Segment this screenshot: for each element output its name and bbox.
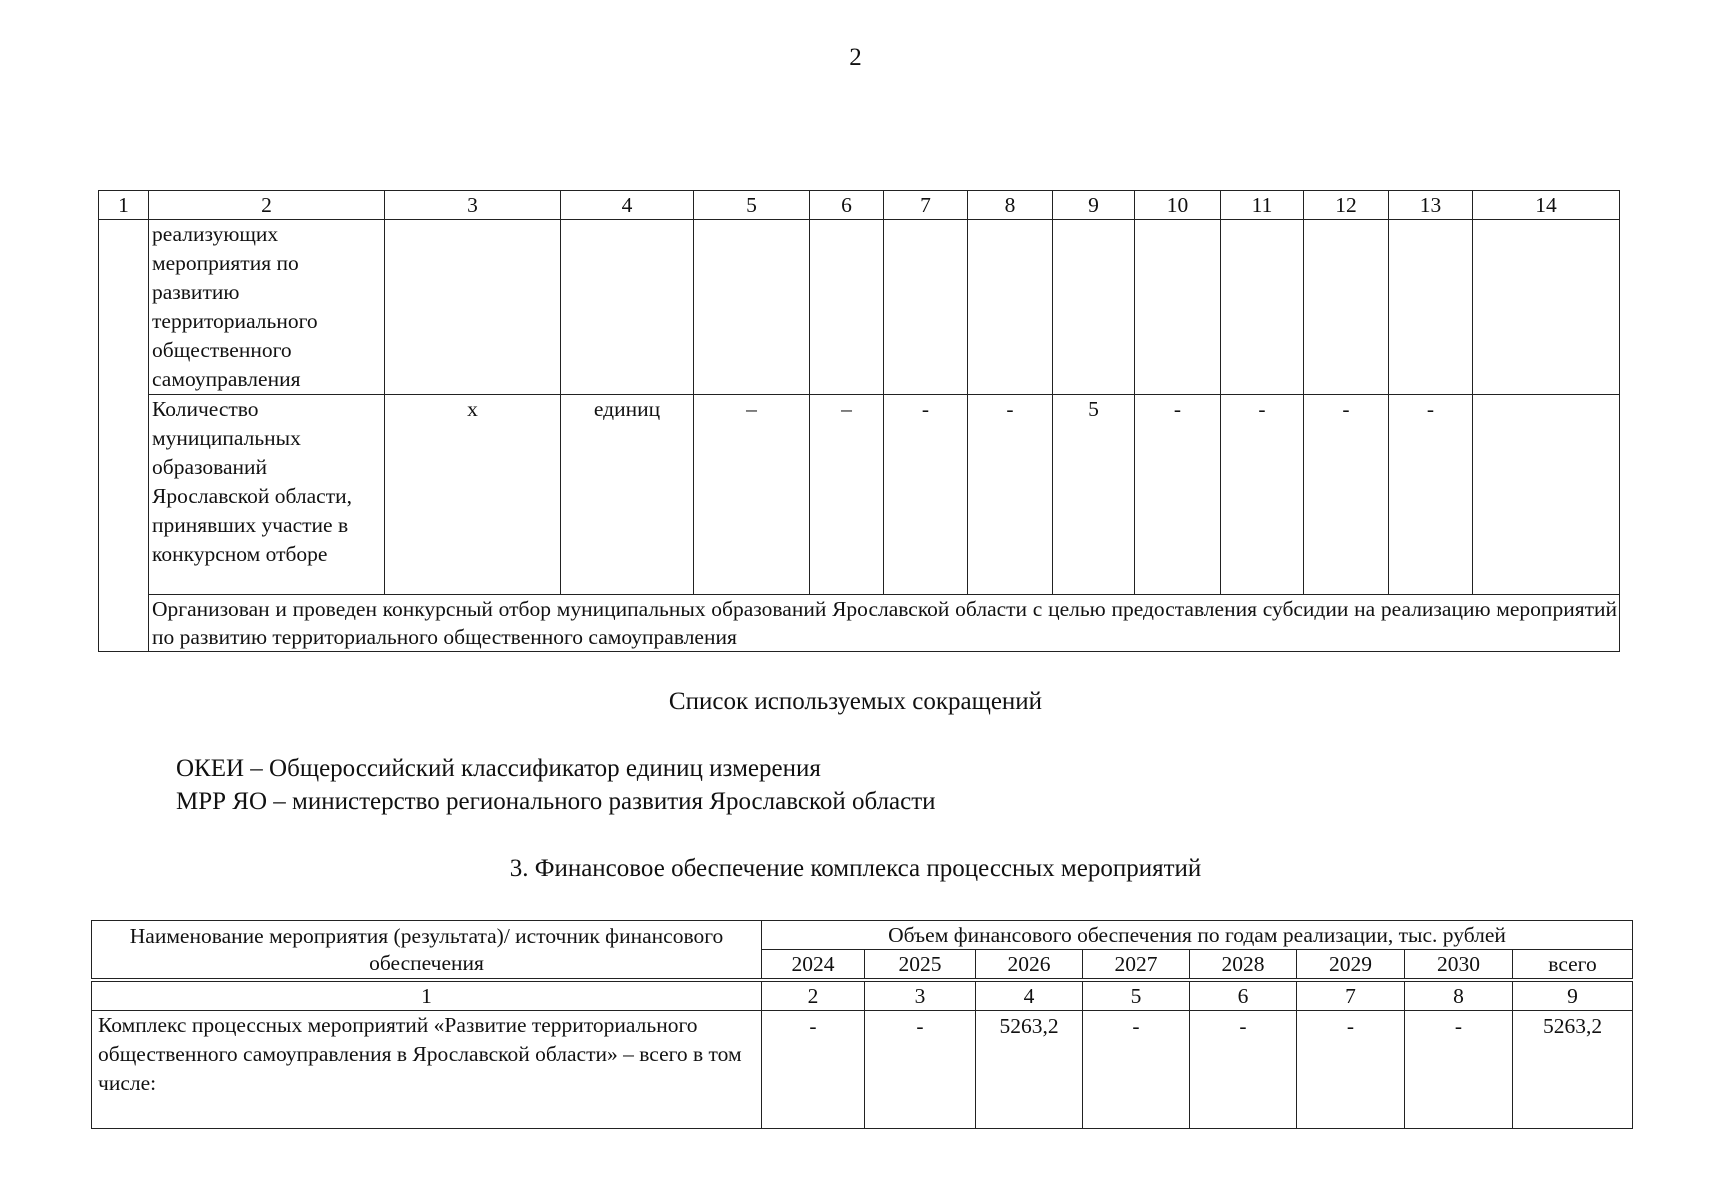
value-cell: -: [1083, 1011, 1190, 1129]
year-cell: 2028: [1190, 950, 1297, 979]
column-number: 5: [694, 191, 810, 220]
column-number: 6: [810, 191, 884, 220]
indicators-table: [98, 190, 1620, 652]
column-number: 1: [99, 191, 149, 220]
value-cell: -: [865, 1011, 976, 1129]
value-cell: -: [968, 395, 1053, 595]
year-cell: 2025: [865, 950, 976, 979]
complex-name-cell: Комплекс процессных мероприятий «Развитие территориального общественного самоуправления в Ярославской области» – всего в том числе:: [92, 1011, 762, 1129]
value-cell: -: [1304, 395, 1389, 595]
abbreviation-item: ОКЕИ – Общероссийский классификатор единиц измерения: [176, 755, 821, 782]
value-cell: -: [1135, 395, 1221, 595]
column-number: 7: [884, 191, 968, 220]
value-cell: 5: [1053, 395, 1135, 595]
column-number: 5: [1083, 982, 1190, 1011]
financing-table: [91, 920, 1633, 1129]
value-cell: –: [694, 395, 810, 595]
column-number: 4: [976, 982, 1083, 1011]
table-row: [99, 595, 1620, 652]
column-number: 14: [1473, 191, 1620, 220]
row-number-cell: [99, 220, 149, 652]
column-number: 12: [1304, 191, 1389, 220]
column-number: 8: [968, 191, 1053, 220]
level-cell: х: [385, 395, 561, 595]
value-cell: -: [762, 1011, 865, 1129]
year-cell: 2027: [1083, 950, 1190, 979]
column-numbers-row: [92, 982, 1633, 1011]
column-number: 3: [865, 982, 976, 1011]
abbreviations-title: Список используемых сокращений: [668, 688, 1043, 715]
column-number: 2: [149, 191, 385, 220]
year-cell: 2024: [762, 950, 865, 979]
column-number: 4: [561, 191, 694, 220]
abbreviation-item: МРР ЯО – министерство регионального развития Ярославской области: [176, 788, 936, 815]
table-row: [99, 395, 1620, 595]
column-number: 8: [1405, 982, 1513, 1011]
section-title: 3. Финансовое обеспечение комплекса процессных мероприятий: [509, 855, 1202, 882]
year-cell: всего: [1513, 950, 1633, 979]
column-number: 6: [1190, 982, 1297, 1011]
page-number: 2: [849, 44, 862, 71]
column-number: 11: [1221, 191, 1304, 220]
column-number: 9: [1513, 982, 1633, 1011]
value-cell: -: [1297, 1011, 1405, 1129]
value-cell: -: [1190, 1011, 1297, 1129]
table-header-row: [99, 191, 1620, 220]
value-cell: –: [810, 395, 884, 595]
indicator-name-continued: реализующих мероприятия по развитию территориального общественного самоуправления: [149, 220, 385, 395]
year-cell: 2026: [976, 950, 1083, 979]
column-number: 7: [1297, 982, 1405, 1011]
value-cell: -: [884, 395, 968, 595]
column-number: 3: [385, 191, 561, 220]
value-cell: -: [1405, 1011, 1513, 1129]
table-row: [99, 220, 1620, 395]
value-cell: -: [1221, 395, 1304, 595]
year-cell: 2030: [1405, 950, 1513, 979]
column-number: 2: [762, 982, 865, 1011]
column-number: 9: [1053, 191, 1135, 220]
value-cell: -: [1389, 395, 1473, 595]
total-cell: 5263,2: [1513, 1011, 1633, 1129]
column-number: 10: [1135, 191, 1221, 220]
column-number: 13: [1389, 191, 1473, 220]
result-description: Организован и проведен конкурсный отбор муниципальных образований Ярославской области с целью предоставления субсидии на реализацию мероприятий по развитию территориального общественного самоуправления: [149, 595, 1620, 652]
column-number: 1: [92, 982, 762, 1011]
year-cell: 2029: [1297, 950, 1405, 979]
indicator-name: Количество муниципальных образований Ярославской области, принявших участие в конкурсном отборе: [149, 395, 385, 595]
value-cell: 5263,2: [976, 1011, 1083, 1129]
table-row: [92, 1011, 1633, 1129]
responsible-cell: [1473, 395, 1620, 595]
head-volume-cell: Объем финансового обеспечения по годам реализации, тыс. рублей: [762, 921, 1633, 950]
table-header-row: [92, 921, 1633, 950]
unit-cell: единиц: [561, 395, 694, 595]
head-name-cell: Наименование мероприятия (результата)/ источник финансового обеспечения: [92, 921, 762, 979]
